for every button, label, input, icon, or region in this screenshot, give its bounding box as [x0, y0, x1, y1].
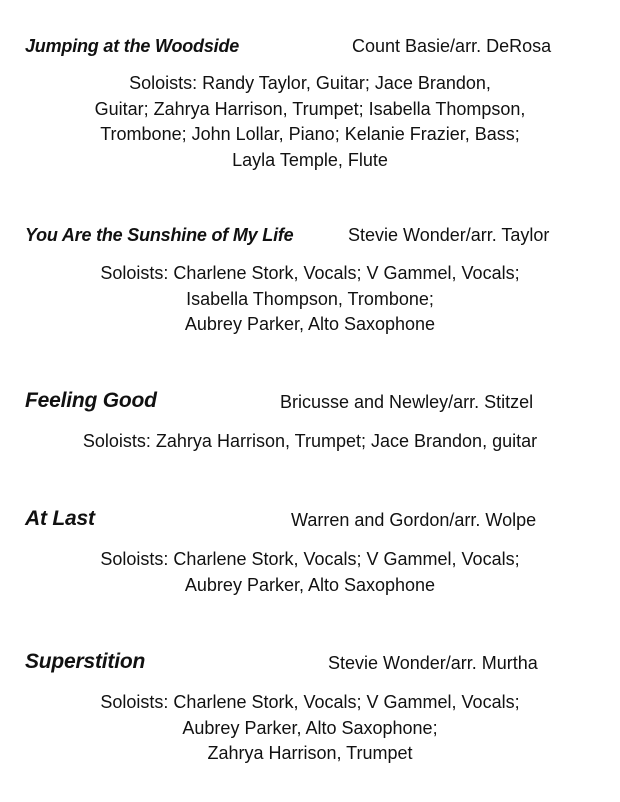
soloists-line: Isabella Thompson, Trombone;: [186, 288, 434, 309]
soloists-line: Aubrey Parker, Alto Saxophone;: [182, 717, 438, 738]
soloists-line: Zahrya Harrison, Trumpet: [207, 743, 413, 763]
soloists-text: [0, 690, 620, 767]
soloists-line: Soloists: Zahrya Harrison, Trumpet; Jace Brandon, guitar: [82, 431, 538, 451]
piece-title: Superstition: [25, 650, 146, 673]
soloists-line: Soloists: Charlene Stork, Vocals; V Gammel, Vocals;: [100, 692, 520, 712]
soloists-text: [0, 429, 620, 455]
soloists-line: Aubrey Parker, Alto Saxophone: [184, 574, 436, 595]
piece-title: At Last: [25, 507, 95, 530]
soloists-line: Aubrey Parker, Alto Saxophone: [184, 314, 436, 334]
piece-title: Feeling Good: [25, 389, 157, 412]
soloists-line: Layla Temple, Flute: [232, 149, 388, 170]
soloists-line: Trombone; John Lollar, Piano; Kelanie Frazier, Bass;: [100, 124, 520, 144]
piece-composer: Stevie Wonder/arr. Murtha: [328, 653, 538, 673]
soloists-text: [0, 261, 620, 338]
soloists-line: Soloists: Charlene Stork, Vocals; V Gammel, Vocals;: [100, 263, 520, 283]
soloists-line: Guitar; Zahrya Harrison, Trumpet; Isabella Thompson,: [94, 98, 526, 119]
soloists-text: [0, 547, 620, 598]
piece-composer: Bricusse and Newley/arr. Stitzel: [280, 392, 534, 412]
piece-composer: Warren and Gordon/arr. Wolpe: [291, 510, 537, 530]
soloists-line: Soloists: Randy Taylor, Guitar; Jace Brandon,: [129, 73, 491, 93]
soloists-line: Soloists: Charlene Stork, Vocals; V Gammel, Vocals;: [100, 549, 520, 569]
piece-title: Jumping at the Woodside: [25, 36, 240, 56]
piece-composer: Count Basie/arr. DeRosa: [352, 36, 552, 56]
piece-composer: Stevie Wonder/arr. Taylor: [348, 225, 550, 245]
soloists-text: [0, 71, 620, 173]
piece-title: You Are the Sunshine of My Life: [25, 225, 294, 245]
